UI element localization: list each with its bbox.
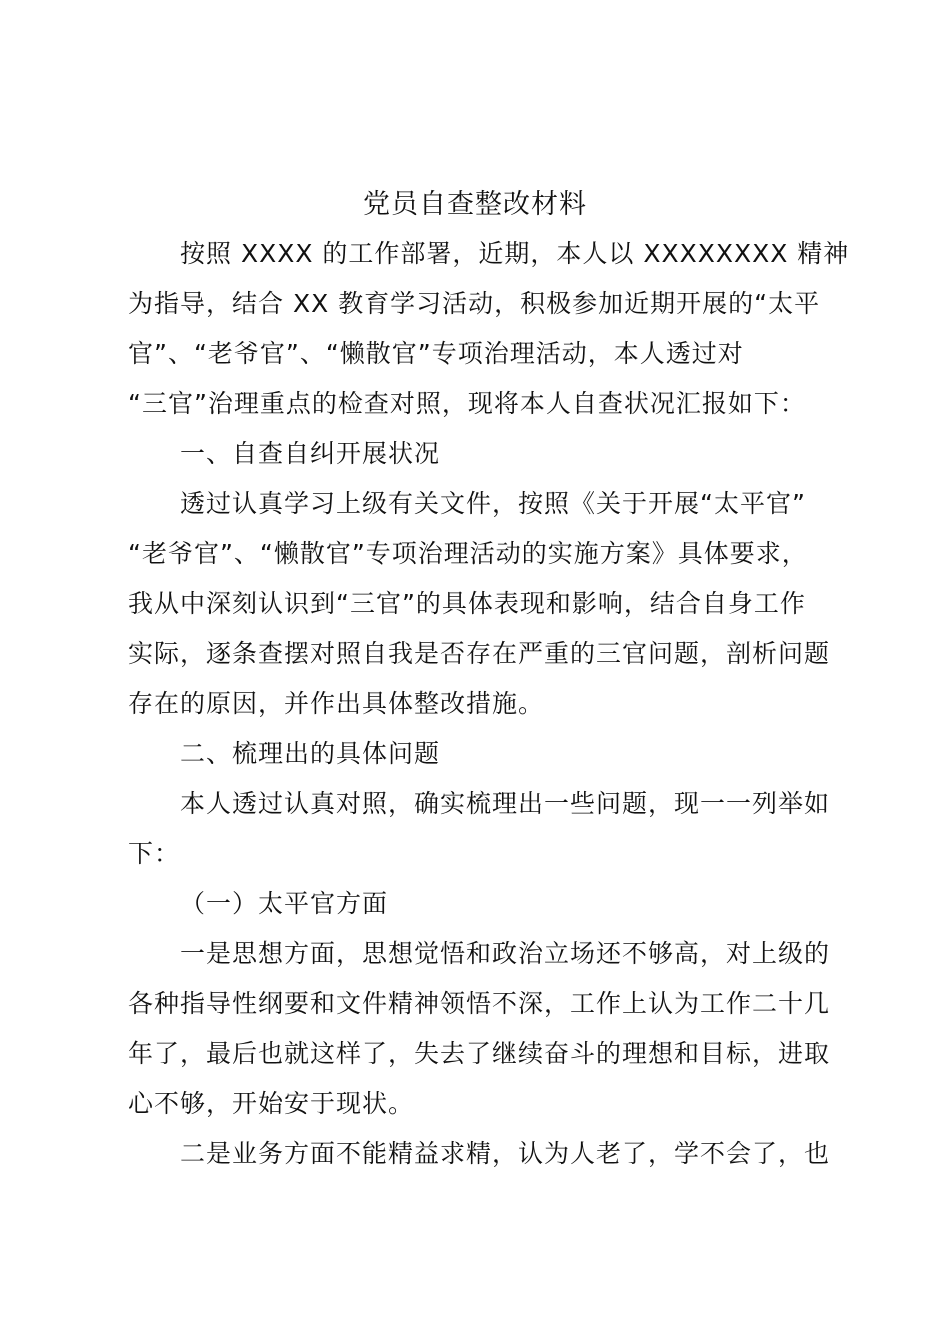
paragraph-line: 按照 XXXX 的工作部署，近期，本人以 XXXXXXXX 精神 <box>180 239 850 268</box>
paragraph-line: 本人透过认真对照，确实梳理出一些问题，现一一列举如 <box>180 789 831 818</box>
paragraph-line: 下： <box>128 839 181 868</box>
paragraph-line: “老爷官”、“懒散官”专项治理活动的实施方案》具体要求， <box>128 539 808 568</box>
paragraph-line: 为指导，结合 XX 教育学习活动，积极参加近期开展的“太平 <box>128 289 821 318</box>
paragraph-line: 年了，最后也就这样了，失去了继续奋斗的理想和目标，进取 <box>128 1039 831 1068</box>
paragraph-line: 透过认真学习上级有关文件，按照《关于开展“太平官” <box>180 489 806 518</box>
paragraph-line: “三官”治理重点的检查对照，现将本人自查状况汇报如下： <box>128 389 806 418</box>
paragraph-line: 存在的原因，并作出具体整改措施。 <box>128 689 545 718</box>
paragraph-line: 实际，逐条查摆对照自我是否存在严重的三官问题，剖析问题 <box>128 639 831 668</box>
document-title: 党员自查整改材料 <box>363 189 587 220</box>
paragraph-line: 一是思想方面，思想觉悟和政治立场还不够高，对上级的 <box>180 939 831 968</box>
paragraph-line: 各种指导性纲要和文件精神领悟不深，工作上认为工作二十几 <box>128 989 831 1018</box>
subsection-heading: （一）太平官方面 <box>180 889 389 918</box>
paragraph-line: 心不够，开始安于现状。 <box>128 1089 415 1118</box>
paragraph-line: 官”、“老爷官”、“懒散官”专项治理活动，本人透过对 <box>128 339 744 368</box>
section-heading: 二、梳理出的具体问题 <box>180 739 441 768</box>
section-heading: 一、自查自纠开展状况 <box>180 439 441 468</box>
paragraph-line: 二是业务方面不能精益求精，认为人老了，学不会了，也 <box>180 1139 831 1168</box>
paragraph-line: 我从中深刻认识到“三官”的具体表现和影响，结合自身工作 <box>128 589 806 618</box>
